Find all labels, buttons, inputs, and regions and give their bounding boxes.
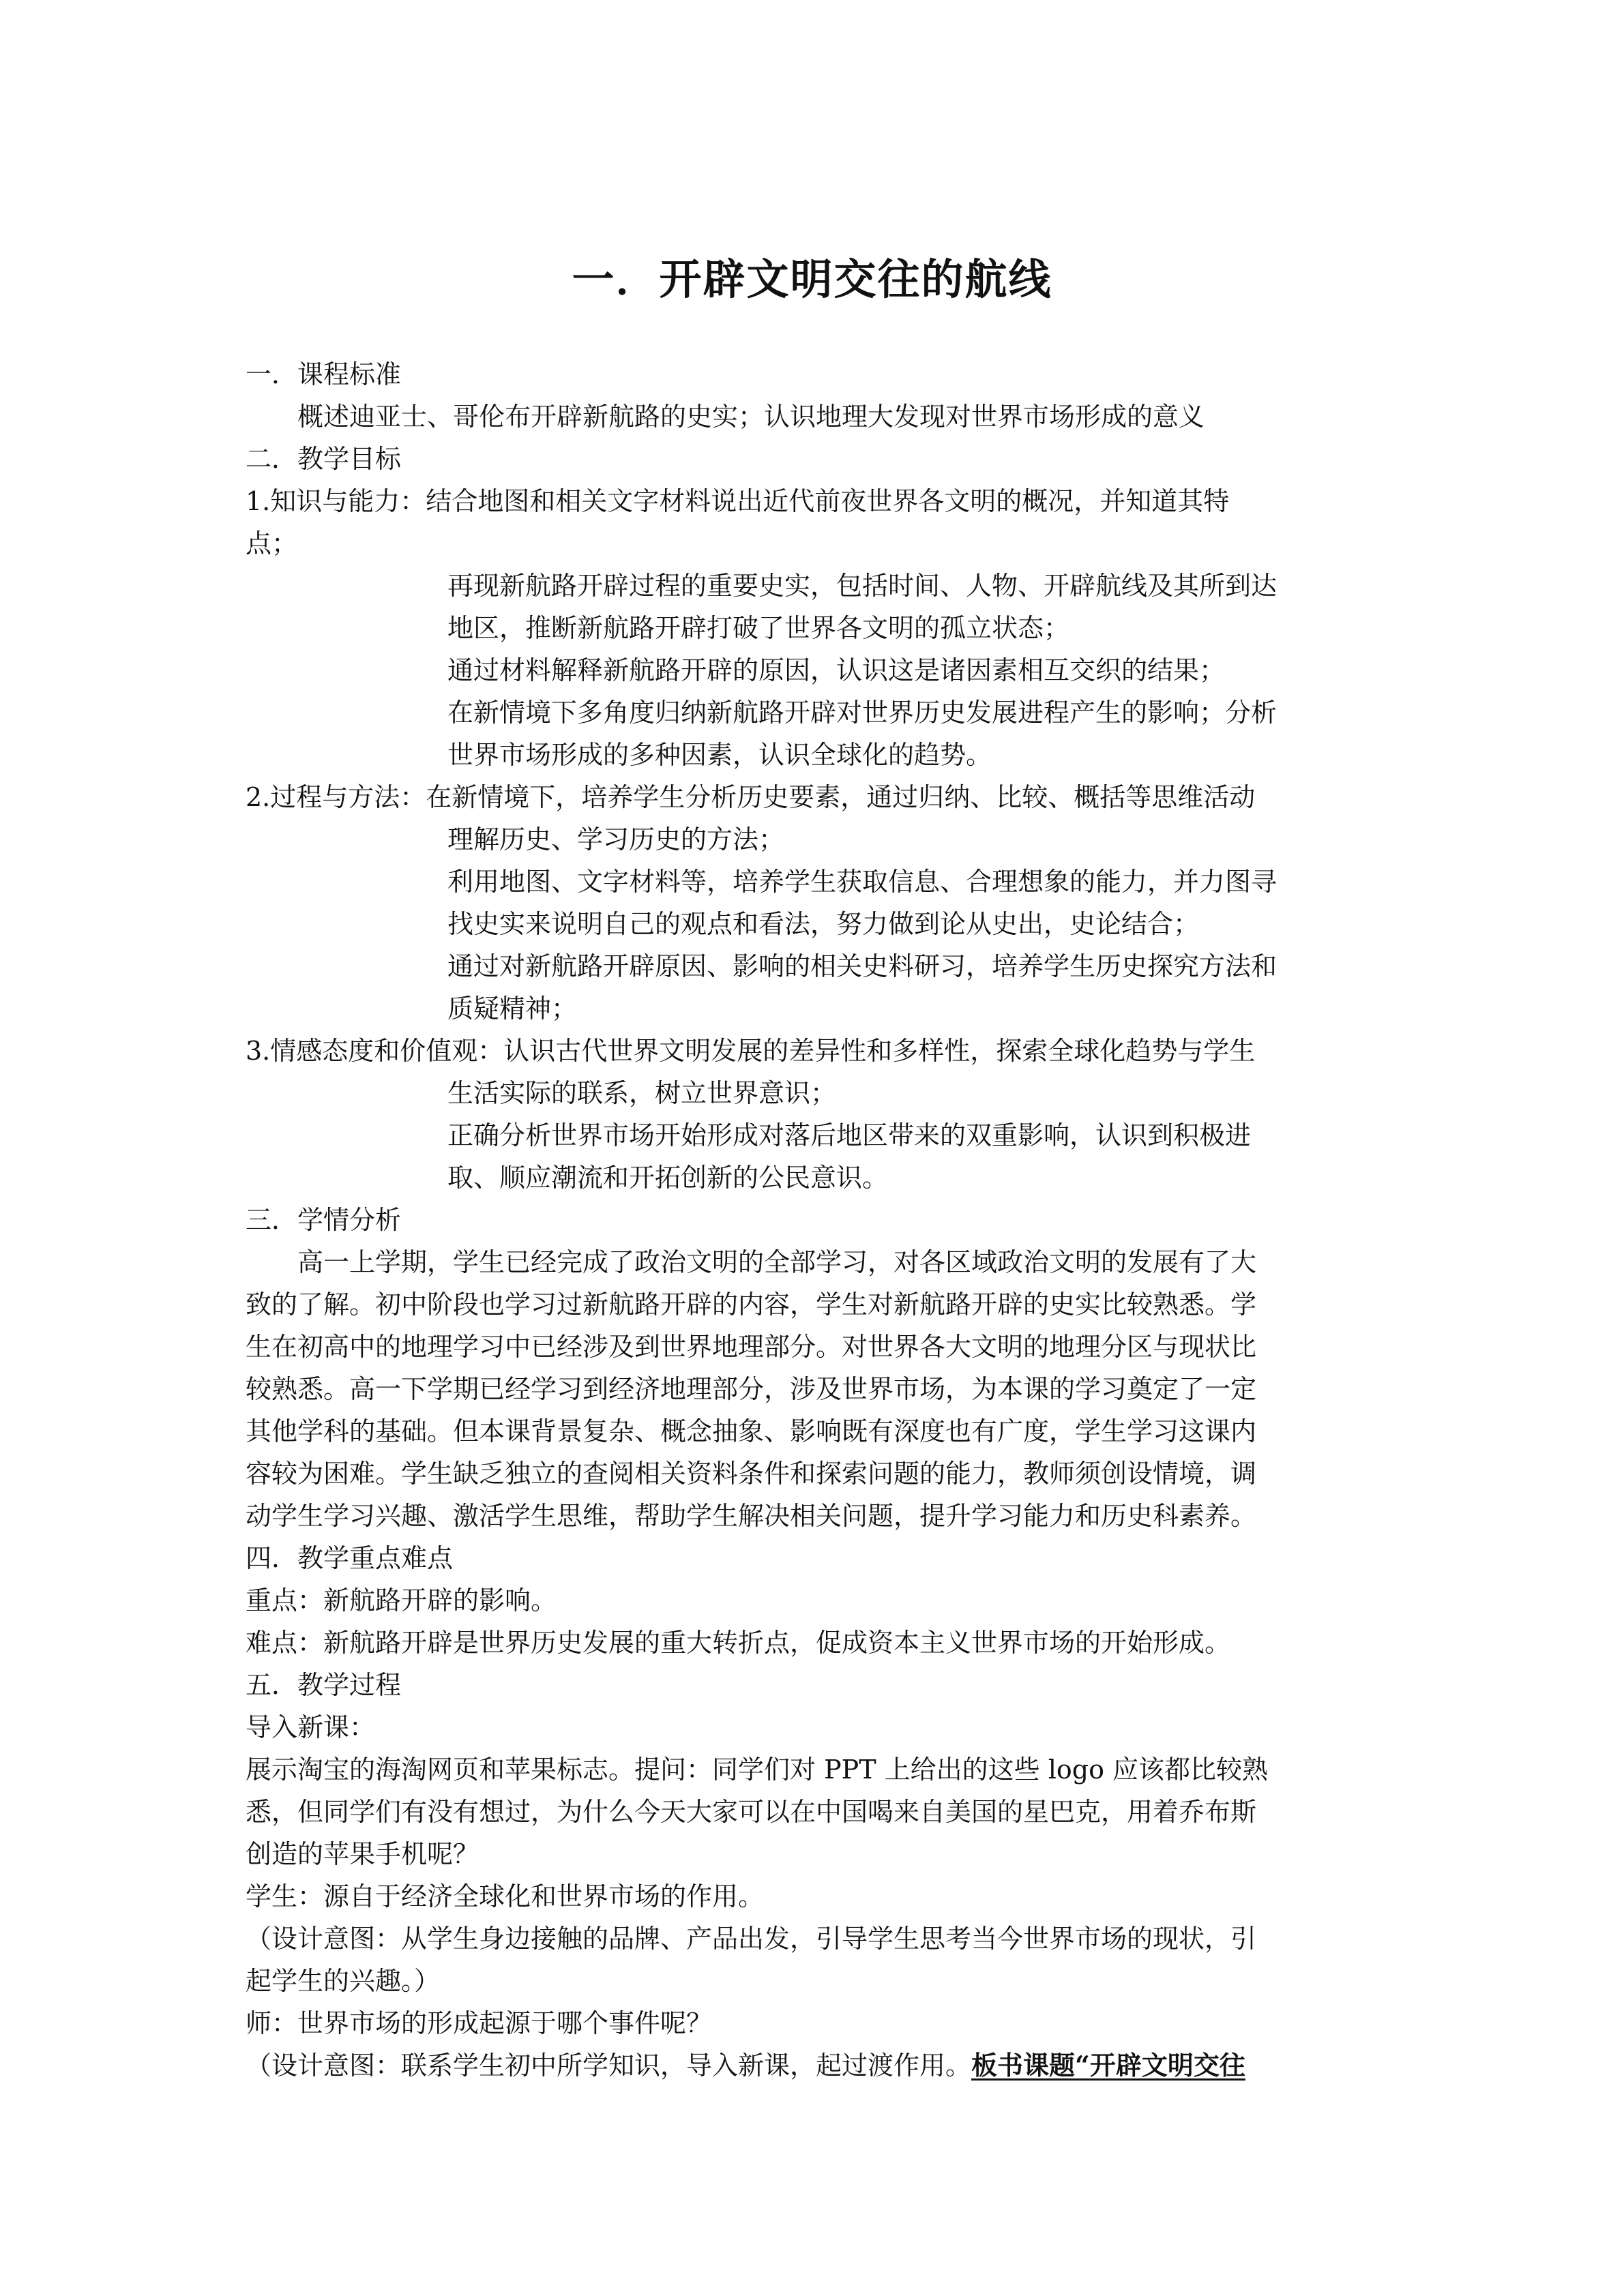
text-line: 生活实际的联系，树立世界意识； bbox=[447, 1078, 837, 1108]
text-line: 高一上学期，学生已经完成了政治文明的全部学习，对各区域政治文明的发展有了大 bbox=[297, 1247, 1257, 1277]
text-line: 展示淘宝的海淘网页和苹果标志。提问：同学们对 PPT 上给出的这些 logo 应该都比较熟 bbox=[246, 1755, 1269, 1785]
text-line: 正确分析世界市场开始形成对落后地区带来的双重影响，认识到积极进 bbox=[447, 1120, 1252, 1150]
text-line: 五．教学过程 bbox=[246, 1670, 402, 1700]
text-line: 较熟悉。高一下学期已经学习到经济地理部分，涉及世界市场，为本课的学习奠定了一定 bbox=[246, 1374, 1257, 1404]
text-line: 生在初高中的地理学习中已经涉及到世界地理部分。对世界各大文明的地理分区与现状比 bbox=[246, 1332, 1257, 1362]
text-line: 利用地图、文字材料等，培养学生获取信息、合理想象的能力，并力图寻 bbox=[447, 867, 1278, 897]
text-line: 概述迪亚士、哥伦布开辟新航路的史实；认识地理大发现对世界市场形成的意义 bbox=[297, 402, 1205, 432]
text-line-last bbox=[246, 2044, 1364, 2087]
text-line: 质疑精神； bbox=[447, 994, 578, 1024]
text-line: 学生：源自于经济全球化和世界市场的作用。 bbox=[246, 1881, 765, 1911]
text-line: 3.情感态度和价值观：认识古代世界文明发展的差异性和多样性，探索全球化趋势与学生 bbox=[246, 1036, 1256, 1066]
text-line: 取、顺应潮流和开拓创新的公民意识。 bbox=[447, 1163, 889, 1193]
text-line: 难点：新航路开辟是世界历史发展的重大转折点，促成资本主义世界市场的开始形成。 bbox=[246, 1628, 1231, 1658]
text-line: 创造的苹果手机呢？ bbox=[246, 1839, 479, 1869]
text-line: 找史实来说明自己的观点和看法，努力做到论从史出，史论结合； bbox=[447, 909, 1200, 939]
last-line-prefix: （设计意图：联系学生初中所学知识，导入新课，起过渡作用。 bbox=[246, 2051, 972, 2081]
text-line: 容较为困难。学生缺乏独立的查阅相关资料条件和探索问题的能力，教师须创设情境，调 bbox=[246, 1459, 1257, 1489]
text-line: 点； bbox=[246, 528, 298, 558]
text-line: 理解历史、学习历史的方法； bbox=[447, 824, 785, 854]
text-line: 师：世界市场的形成起源于哪个事件呢？ bbox=[246, 2008, 713, 2038]
text-line: 悉，但同学们有没有想过，为什么今天大家可以在中国喝来自美国的星巴克，用着乔布斯 bbox=[246, 1797, 1257, 1827]
text-line: 导入新课： bbox=[246, 1712, 376, 1742]
text-line: 起学生的兴趣。） bbox=[246, 1966, 441, 1996]
text-line: 1.知识与能力：结合地图和相关文字材料说出近代前夜世界各文明的概况，并知道其特 bbox=[246, 486, 1230, 516]
text-line: （设计意图：从学生身边接触的品牌、产品出发，引导学生思考当今世界市场的现状，引 bbox=[246, 1924, 1257, 1954]
page-title: 一．开辟文明交往的航线 bbox=[572, 254, 1052, 304]
text-line: 2.过程与方法：在新情境下，培养学生分析历史要素，通过归纳、比较、概括等思维活动 bbox=[246, 782, 1256, 812]
text-line: 世界市场形成的多种因素，认识全球化的趋势。 bbox=[447, 740, 992, 770]
text-line: 二．教学目标 bbox=[246, 444, 402, 474]
text-line: 在新情境下多角度归纳新航路开辟对世界历史发展进程产生的影响；分析 bbox=[447, 698, 1278, 728]
text-line: 地区，推断新航路开辟打破了世界各文明的孤立状态； bbox=[447, 613, 1070, 643]
board-title-underlined: 板书课题“开辟文明交往 bbox=[971, 2050, 1245, 2081]
text-line: 再现新航路开辟过程的重要史实，包括时间、人物、开辟航线及其所到达 bbox=[447, 571, 1278, 601]
text-line: 动学生学习兴趣、激活学生思维，帮助学生解决相关问题，提升学习能力和历史科素养。 bbox=[246, 1501, 1257, 1531]
text-line: 三．学情分析 bbox=[246, 1205, 402, 1235]
text-line: 四．教学重点难点 bbox=[246, 1543, 454, 1573]
text-line: 一．课程标准 bbox=[246, 359, 402, 389]
document-body bbox=[246, 353, 1364, 2087]
text-line: 通过材料解释新航路开辟的原因，认识这是诸因素相互交织的结果； bbox=[447, 655, 1226, 685]
text-line: 通过对新航路开辟原因、影响的相关史料研习，培养学生历史探究方法和 bbox=[447, 951, 1278, 981]
text-line: 致的了解。初中阶段也学习过新航路开辟的内容，学生对新航路开辟的史实比较熟悉。学 bbox=[246, 1289, 1257, 1320]
text-line: 其他学科的基础。但本课背景复杂、概念抽象、影响既有深度也有广度，学生学习这课内 bbox=[246, 1416, 1257, 1446]
text-line: 重点：新航路开辟的影响。 bbox=[246, 1585, 557, 1615]
